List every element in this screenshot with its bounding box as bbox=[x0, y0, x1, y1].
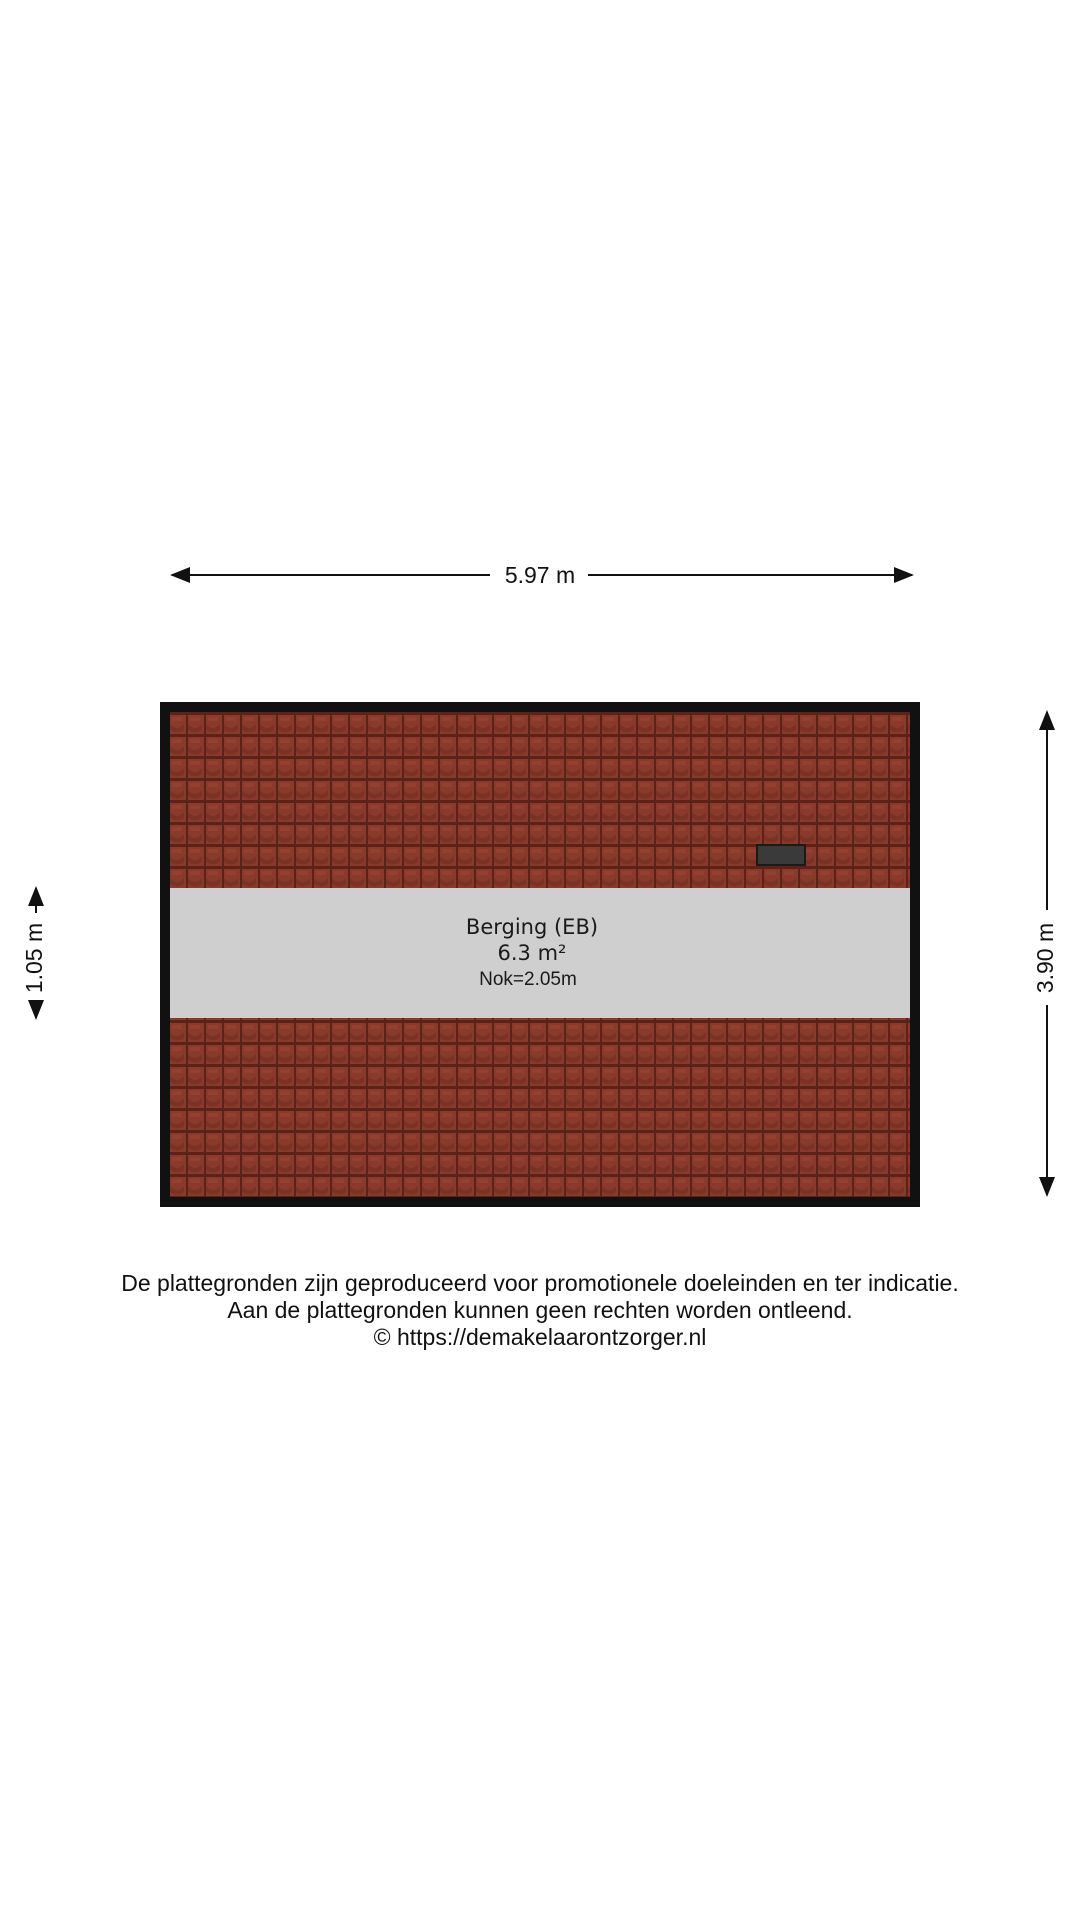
roof-tiles-bottom bbox=[170, 1018, 910, 1197]
disclaimer bbox=[0, 1270, 1080, 1351]
room-area: 6.3 m² bbox=[497, 941, 567, 965]
disclaimer-line-1: De plattegronden zijn geproduceerd voor promotionele doeleinden en ter indicatie. bbox=[121, 1270, 959, 1296]
disclaimer-line-2: Aan de plattegronden kunnen geen rechten worden ontleend. bbox=[227, 1297, 853, 1323]
copyright-line: © https://demakelaarontzorger.nl bbox=[373, 1324, 707, 1350]
roof-vent-icon bbox=[757, 845, 805, 865]
depth-dimension-label: 3.90 m bbox=[1032, 922, 1059, 994]
width-dimension bbox=[172, 562, 912, 588]
band-dimension bbox=[21, 888, 47, 1018]
depth-dimension bbox=[1032, 712, 1058, 1195]
width-dimension-label: 5.97 m bbox=[504, 562, 576, 588]
band-dimension-label: 1.05 m bbox=[21, 922, 48, 994]
room-name: Berging (EB) bbox=[465, 915, 599, 939]
room-ridge-height: Nok=2.05m bbox=[479, 969, 577, 990]
